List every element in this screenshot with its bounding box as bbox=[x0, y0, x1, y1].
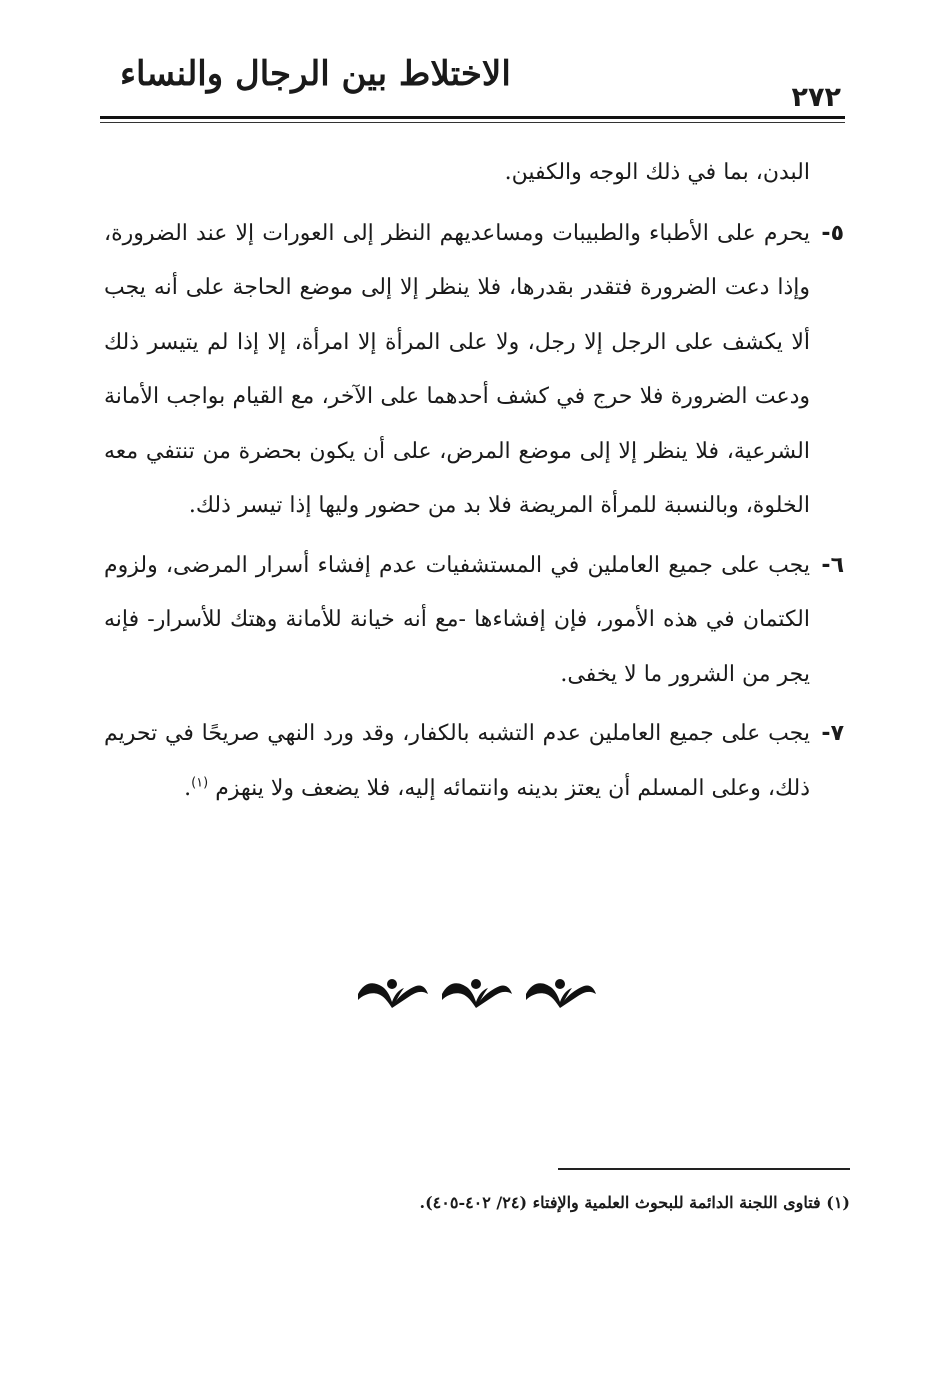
item-text: يجب على جميع العاملين في المستشفيات عدم إفشاء أسرار المرضى، ولزوم الكتمان في هذه الأمور، فإن إفشاءها -مع أنه خيانة للأمانة وهتك للأسرار- فإنه يجر من الشرور ما لا يخفى. bbox=[104, 552, 810, 687]
list-item-7 bbox=[104, 707, 844, 816]
item-number: ٦- bbox=[821, 552, 844, 578]
footnote-separator bbox=[558, 1168, 850, 1170]
footnote-reference[interactable]: (١) bbox=[191, 775, 209, 791]
ornament-divider-icon bbox=[350, 968, 600, 1018]
item-number: ٧- bbox=[821, 721, 844, 746]
ornament-motif-icon bbox=[358, 979, 428, 1008]
item-text-body: يجب على جميع العاملين عدم التشبه بالكفار، وقد ورد النهي صريحًا في تحريم ذلك، وعلى المسلم أن يعتز بدينه وانتمائه إليه، فلا يضعف ولا ينهزم bbox=[104, 721, 810, 801]
footnote-1: (١) فتاوى اللجنة الدائمة للبحوث العلمية والإفتاء (٢٤/ ٤٠٢-٤٠٥). bbox=[419, 1193, 850, 1212]
item-text-end: . bbox=[184, 775, 192, 801]
item-text bbox=[104, 707, 810, 816]
ornament-motif-icon bbox=[526, 979, 596, 1008]
page-number: ٢٧٢ bbox=[791, 82, 841, 113]
running-header bbox=[100, 52, 845, 124]
continuation-paragraph: البدن، بما في ذلك الوجه والكفين. bbox=[504, 160, 810, 185]
item-number: ٥- bbox=[821, 220, 844, 246]
list-item-6 bbox=[104, 539, 844, 703]
header-rule bbox=[100, 116, 845, 119]
ornament-motif-icon bbox=[442, 979, 512, 1008]
item-text: يحرم على الأطباء والطبيبات ومساعديهم النظر إلى العورات إلا عند الضرورة، وإذا دعت الضرورة فتقدر بقدرها، فلا ينظر إلا إلى موضع الحاجة على أنه يجب ألا يكشف على الرجل إلا رجل، ولا على المرأة إلا امرأة، إلا إذا لم يتيسر ذلك ودعت الضرورة فلا حرج في كشف أحدهما على الآخر، مع القيام بواجب الأمانة الشرعية، فلا ينظر إلا إلى موضع المرض، على أن يكون بحضرة من تنتفي معه الخلوة، وبالنسبة للمرأة المريضة فلا بد من حضور وليها إذا تيسر ذلك. bbox=[104, 220, 810, 518]
header-rule-thin bbox=[100, 122, 845, 123]
body-text bbox=[104, 146, 844, 821]
list-item-5 bbox=[104, 207, 844, 534]
book-title: الاختلاط بين الرجال والنساء bbox=[120, 54, 511, 94]
